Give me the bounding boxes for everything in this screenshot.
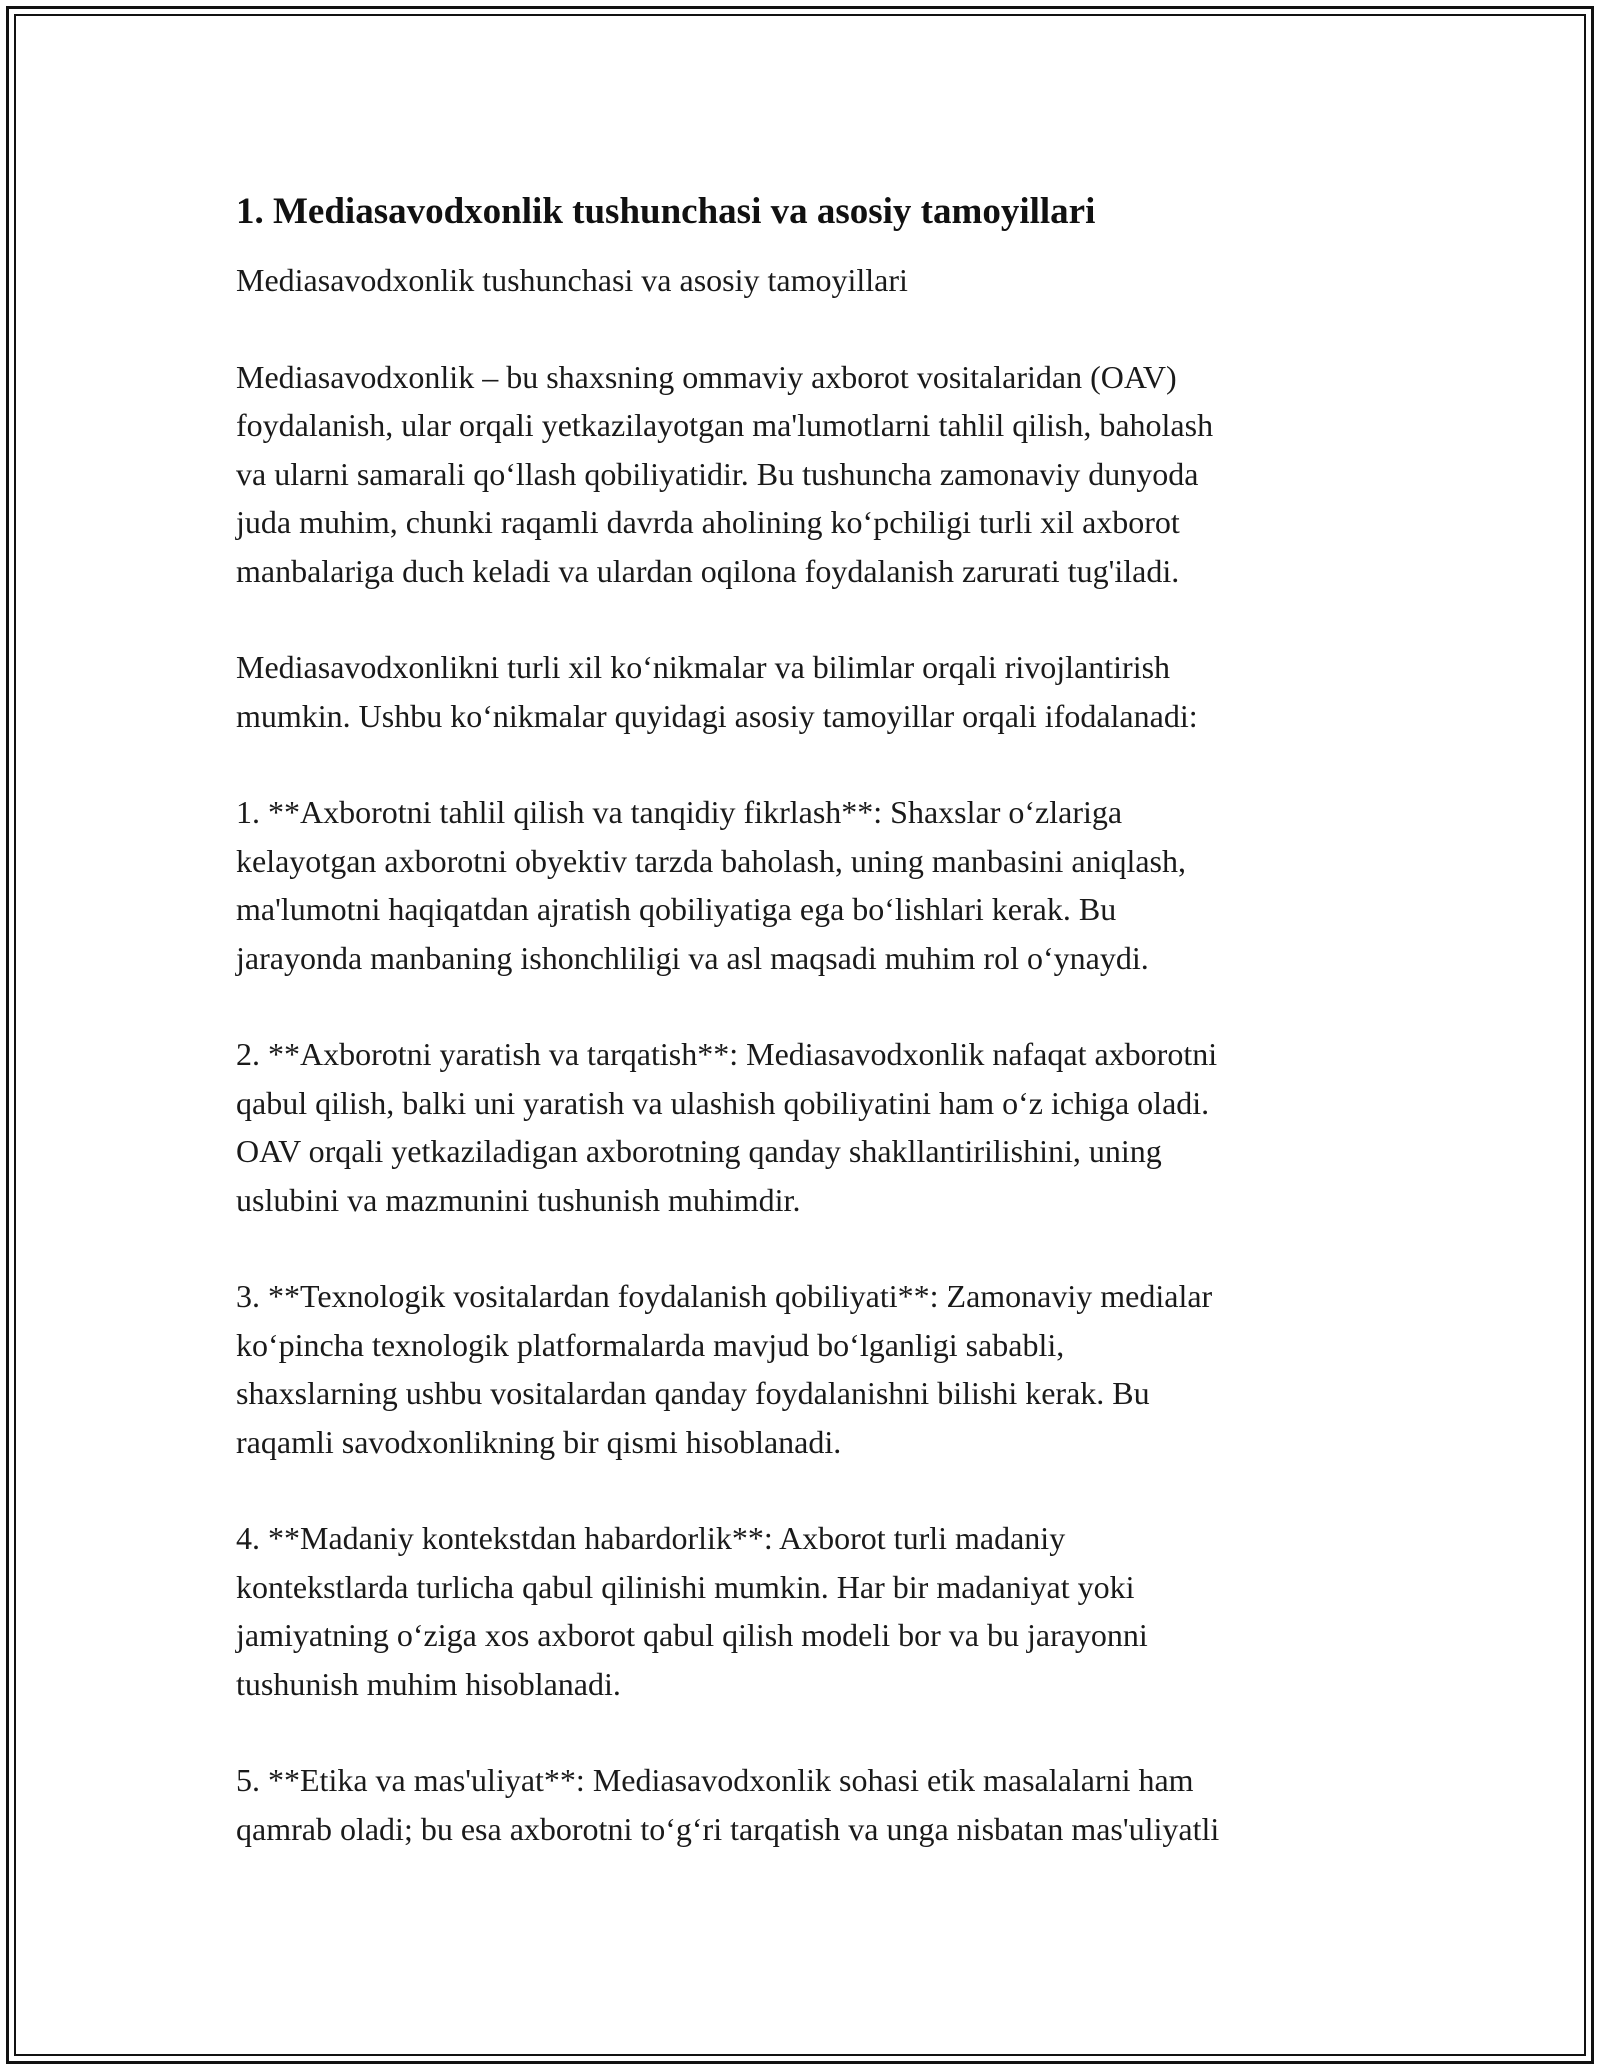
- paragraph-line: manbalariga duch keladi va ulardan oqilona foydalanish zarurati tug'iladi.: [236, 552, 1180, 589]
- paragraph-line: mumkin. Ushbu ko‘nikmalar quyidagi asosiy tamoyillar orqali ifodalanadi:: [236, 697, 1198, 734]
- paragraph-line: jarayonda manbaning ishonchliligi va asl maqsadi muhim rol o‘ynaydi.: [236, 939, 1149, 976]
- principle-4-paragraph: [236, 1514, 1396, 1708]
- document-body: [236, 188, 1396, 1901]
- document-title: 1. Mediasavodxonlik tushunchasi va asosiy tamoyillari: [236, 191, 1096, 232]
- paragraph-line: uslubini va mazmunini tushunish muhimdir.: [236, 1181, 801, 1218]
- definition-paragraph: [236, 353, 1396, 596]
- paragraph-line: 1. **Axborotni tahlil qilish va tanqidiy fikrlash**: Shaxslar o‘zlariga: [236, 794, 1123, 830]
- paragraph-line: OAV orqali yetkaziladigan axborotning qanday shakllantirilishini, uning: [236, 1133, 1162, 1169]
- paragraph-line: tushunish muhim hisoblanadi.: [236, 1665, 621, 1702]
- paragraph-line: kontekstlarda turlicha qabul qilinishi mumkin. Har bir madaniyat yoki: [236, 1568, 1135, 1605]
- paragraph-line: va ularni samarali qo‘llash qobiliyatidir. Bu tushuncha zamonaviy dunyoda: [236, 455, 1199, 492]
- paragraph-line: foydalanish, ular orqali yetkazilayotgan ma'lumotlarni tahlil qilish, baholash: [236, 407, 1214, 443]
- paragraph-line: 4. **Madaniy kontekstdan habardorlik**: Axborot turli madaniy: [236, 1520, 1066, 1556]
- paragraph-line: ko‘pincha texnologik platformalarda mavjud bo‘lganligi sababli,: [236, 1326, 1065, 1363]
- paragraph-line: jamiyatning o‘ziga xos axborot qabul qilish modeli bor va bu jarayonni: [236, 1617, 1148, 1653]
- paragraph-line: kelayotgan axborotni obyektiv tarzda baholash, uning manbasini aniqlash,: [236, 842, 1186, 879]
- paragraph-line: Mediasavodxonlikni turli xil ko‘nikmalar va bilimlar orqali rivojlantirish: [236, 649, 1171, 685]
- principle-5-paragraph: [236, 1756, 1396, 1853]
- paragraph-line: raqamli savodxonlikning bir qismi hisoblanadi.: [236, 1423, 842, 1460]
- paragraph-line: shaxslarning ushbu vositalardan qanday foydalanishni bilishi kerak. Bu: [236, 1375, 1150, 1411]
- paragraph-line: ma'lumotni haqiqatdan ajratish qobiliyatiga ega bo‘lishlari kerak. Bu: [236, 891, 1117, 927]
- intro-principles-paragraph: [236, 643, 1396, 740]
- principle-3-paragraph: [236, 1272, 1396, 1466]
- principle-2-paragraph: [236, 1030, 1396, 1224]
- paragraph-line: Mediasavodxonlik tushunchasi va asosiy tamoyillari: [236, 262, 908, 298]
- paragraph-line: 2. **Axborotni yaratish va tarqatish**: Mediasavodxonlik nafaqat axborotni: [236, 1036, 1218, 1072]
- principle-1-paragraph: [236, 788, 1396, 982]
- paragraph-line: juda muhim, chunki raqamli davrda aholining ko‘pchiligi turli xil axborot: [236, 504, 1180, 540]
- paragraph-line: 5. **Etika va mas'uliyat**: Mediasavodxonlik sohasi etik masalalarni ham: [236, 1762, 1194, 1798]
- subtitle-paragraph: [236, 256, 1396, 305]
- paragraph-line: Mediasavodxonlik – bu shaxsning ommaviy axborot vositalaridan (OAV): [236, 358, 1177, 395]
- paragraph-line: qabul qilish, balki uni yaratish va ulashish qobiliyatini ham o‘z ichiga oladi.: [236, 1084, 1210, 1121]
- paragraph-line: qamrab oladi; bu esa axborotni to‘g‘ri tarqatish va unga nisbatan mas'uliyatli: [236, 1810, 1220, 1847]
- paragraph-line: 3. **Texnologik vositalardan foydalanish qobiliyati**: Zamonaviy medialar: [236, 1278, 1213, 1314]
